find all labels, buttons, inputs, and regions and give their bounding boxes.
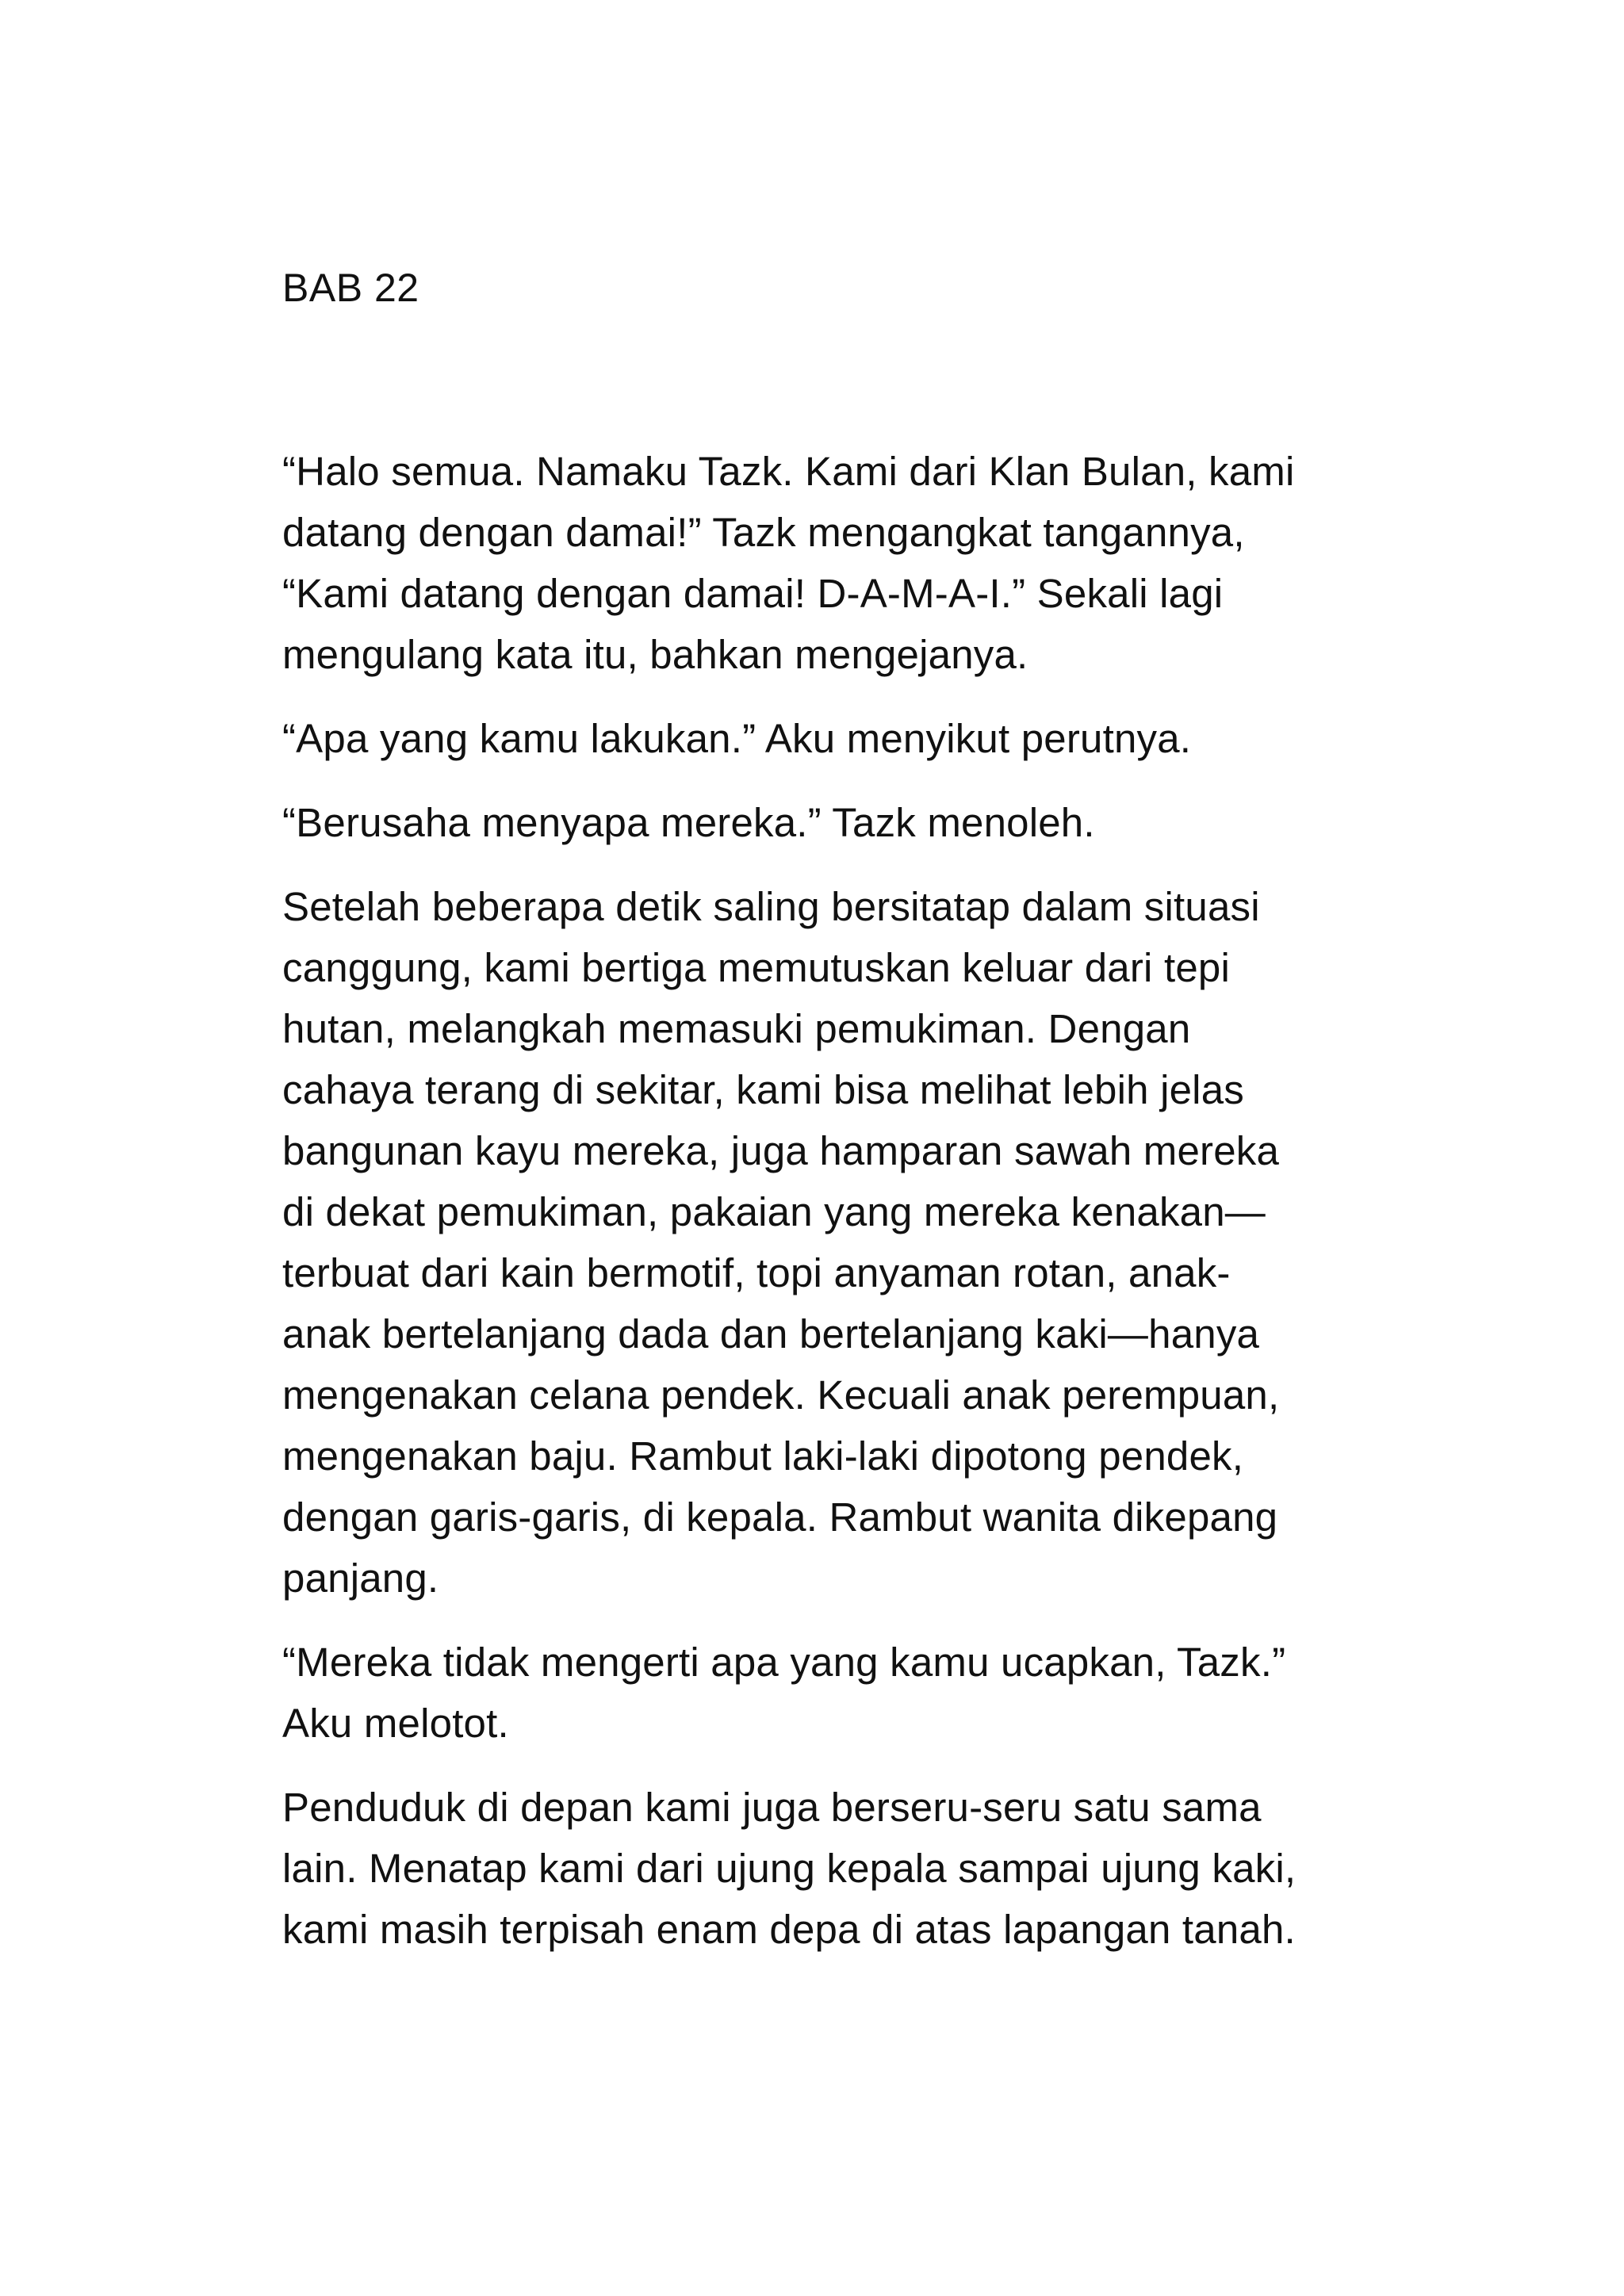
paragraph-6 (282, 1777, 1385, 1960)
paragraph-1 (282, 441, 1385, 685)
text-line: “Berusaha menyapa mereka.” Tazk menoleh. (282, 800, 1095, 845)
text-line: di dekat pemukiman, pakaian yang mereka kenakan— (282, 1189, 1266, 1234)
paragraph-2 (282, 708, 1385, 769)
text-line: Setelah beberapa detik saling bersitatap dalam situasi (282, 884, 1260, 929)
text-line: panjang. (282, 1556, 439, 1601)
text-line: terbuat dari kain bermotif, topi anyaman rotan, anak- (282, 1250, 1231, 1295)
text-line: kami masih terpisah enam depa di atas lapangan tanah. (282, 1907, 1296, 1952)
text-line: bangunan kayu mereka, juga hamparan sawah mereka (282, 1128, 1280, 1173)
chapter-title: BAB 22 (282, 266, 419, 310)
text-line: mengulang kata itu, bahkan mengejanya. (282, 632, 1028, 677)
paragraph-5 (282, 1632, 1385, 1754)
text-line: mengenakan baju. Rambut laki-laki dipotong pendek, (282, 1433, 1244, 1479)
text-line: mengenakan celana pendek. Kecuali anak perempuan, (282, 1372, 1280, 1418)
text-line: “Halo semua. Namaku Tazk. Kami dari Klan Bulan, kami (282, 449, 1295, 494)
text-line: hutan, melangkah memasuki pemukiman. Dengan (282, 1006, 1191, 1051)
text-line: dengan garis-garis, di kepala. Rambut wanita dikepang (282, 1494, 1278, 1540)
text-line: anak bertelanjang dada dan bertelanjang kaki—hanya (282, 1311, 1260, 1357)
text-line: lain. Menatap kami dari ujung kepala sampai ujung kaki, (282, 1846, 1297, 1891)
paragraph-4 (282, 876, 1385, 1609)
text-line: Penduduk di depan kami juga berseru-seru satu sama (282, 1785, 1262, 1830)
text-line: datang dengan damai!” Tazk mengangkat tangannya, (282, 510, 1245, 555)
text-line: Aku melotot. (282, 1701, 509, 1746)
paragraph-3 (282, 792, 1385, 853)
text-line: “Kami datang dengan damai! D-A-M-A-I.” Sekali lagi (282, 571, 1224, 616)
page-content (282, 258, 1385, 1960)
text-line: “Mereka tidak mengerti apa yang kamu ucapkan, Tazk.” (282, 1640, 1286, 1685)
text-line: canggung, kami bertiga memutuskan keluar dari tepi (282, 945, 1230, 990)
text-line: cahaya terang di sekitar, kami bisa melihat lebih jelas (282, 1067, 1244, 1112)
text-line: “Apa yang kamu lakukan.” Aku menyikut perutnya. (282, 716, 1192, 761)
